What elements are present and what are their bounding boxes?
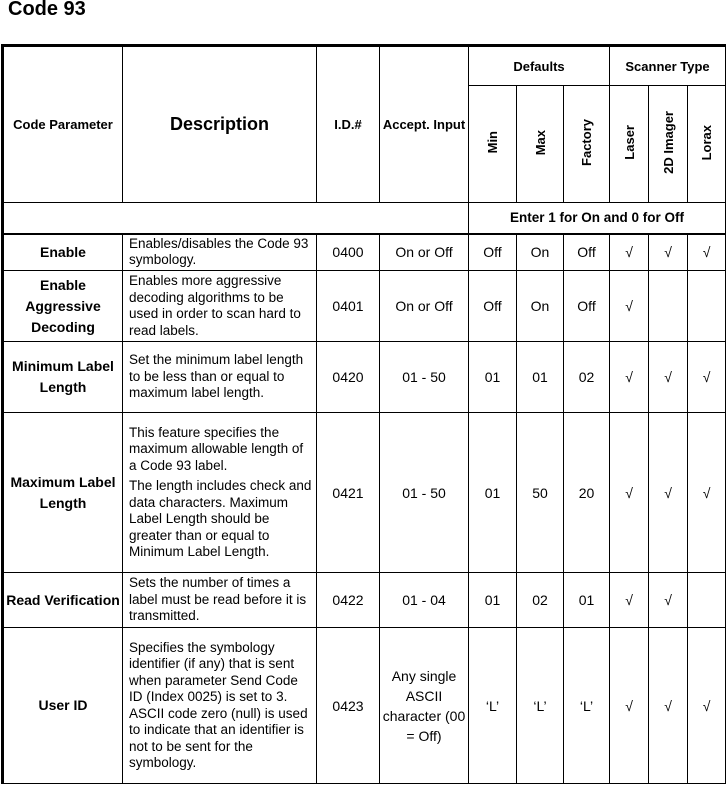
header-lorax-cell <box>688 86 726 203</box>
header-max-cell <box>517 86 564 203</box>
imager-check <box>649 271 688 342</box>
header-code-parameter: Code Parameter <box>3 46 123 203</box>
imager-check: √ <box>649 234 688 271</box>
default-factory: ‘L’ <box>564 628 610 784</box>
imager-check: √ <box>649 573 688 628</box>
header-min-cell <box>469 86 517 203</box>
laser-check: √ <box>610 628 649 784</box>
param-description: Specifies the symbology identifier (if any) that is sent when parameter Send Code ID (Index 0025) is set to 3. ASCII code zero (null) is used to indicate that an identifier is not to be sent for the symbology. <box>123 628 317 784</box>
param-accept-input: On or Off <box>380 271 469 342</box>
header-accept-input: Accept. Input <box>380 46 469 203</box>
note-row-blank <box>3 203 469 234</box>
param-id: 0420 <box>317 342 380 413</box>
default-max: 50 <box>517 413 564 573</box>
param-id: 0422 <box>317 573 380 628</box>
header-factory-cell <box>564 86 610 203</box>
default-min: 01 <box>469 413 517 573</box>
default-max: 01 <box>517 342 564 413</box>
param-name: Minimum Label Length <box>3 342 123 413</box>
header-laser-cell <box>610 86 649 203</box>
default-min: 01 <box>469 573 517 628</box>
header-defaults: Defaults <box>469 46 610 86</box>
param-id: 0400 <box>317 234 380 271</box>
lorax-check: √ <box>688 628 726 784</box>
param-description: This feature specifies the maximum allowable length of a Code 93 label. The length includes check and data characters. Maximum Label Length should be greater than or equal to Minimum Label Length. <box>123 413 317 573</box>
lorax-check: √ <box>688 413 726 573</box>
default-min: Off <box>469 271 517 342</box>
header-laser: Laser <box>621 125 637 160</box>
table-row <box>3 234 726 271</box>
header-description: Description <box>123 46 317 203</box>
imager-check: √ <box>649 342 688 413</box>
laser-check: √ <box>610 413 649 573</box>
default-factory: 02 <box>564 342 610 413</box>
page-title: Code 93 <box>8 0 86 20</box>
laser-check: √ <box>610 342 649 413</box>
header-id: I.D.# <box>317 46 380 203</box>
table-row <box>3 413 726 573</box>
table-row <box>3 628 726 784</box>
default-min: 01 <box>469 342 517 413</box>
laser-check: √ <box>610 573 649 628</box>
lorax-check <box>688 573 726 628</box>
header-min: Min <box>485 131 500 154</box>
param-id: 0401 <box>317 271 380 342</box>
header-2d-imager: 2D Imager <box>660 111 676 174</box>
default-factory: Off <box>564 271 610 342</box>
imager-check: √ <box>649 413 688 573</box>
header-row-top <box>3 46 726 86</box>
default-max: 02 <box>517 573 564 628</box>
table-row <box>3 573 726 628</box>
default-factory: Off <box>564 234 610 271</box>
enter-on-off-note: Enter 1 for On and 0 for Off <box>469 203 726 234</box>
param-name: Maximum Label Length <box>3 413 123 573</box>
param-accept-input: 01 - 50 <box>380 413 469 573</box>
param-description: Set the minimum label length to be less than or equal to maximum label length. <box>123 342 317 413</box>
param-name: Enable Aggressive Decoding <box>3 271 123 342</box>
header-imager-cell <box>649 86 688 203</box>
param-description: Enables/disables the Code 93 symbology. <box>123 234 317 271</box>
param-description: Sets the number of times a label must be read before it is transmitted. <box>123 573 317 628</box>
default-factory: 20 <box>564 413 610 573</box>
default-factory: 01 <box>564 573 610 628</box>
table-row <box>3 342 726 413</box>
header-lorax: Lorax <box>699 124 715 161</box>
imager-check: √ <box>649 628 688 784</box>
param-description: Enables more aggressive decoding algorithms to be used in order to scan hard to read labels. <box>123 271 317 342</box>
default-min: ‘L’ <box>469 628 517 784</box>
lorax-check <box>688 271 726 342</box>
default-max: On <box>517 271 564 342</box>
header-scanner-type: Scanner Type <box>610 46 726 86</box>
param-name: Read Verification <box>3 573 123 628</box>
lorax-check: √ <box>688 342 726 413</box>
param-id: 0423 <box>317 628 380 784</box>
param-name: Enable <box>3 234 123 271</box>
default-max: On <box>517 234 564 271</box>
laser-check: √ <box>610 234 649 271</box>
param-id: 0421 <box>317 413 380 573</box>
laser-check: √ <box>610 271 649 342</box>
default-min: Off <box>469 234 517 271</box>
param-accept-input: 01 - 50 <box>380 342 469 413</box>
param-name: User ID <box>3 628 123 784</box>
lorax-check: √ <box>688 234 726 271</box>
note-row <box>3 203 726 234</box>
param-accept-input: 01 - 04 <box>380 573 469 628</box>
header-max: Max <box>532 129 548 156</box>
table-row <box>3 271 726 342</box>
default-max: ‘L’ <box>517 628 564 784</box>
param-accept-input: On or Off <box>380 234 469 271</box>
header-factory: Factory <box>579 119 595 166</box>
param-accept-input: Any single ASCII character (00 = Off) <box>380 628 469 784</box>
code93-parameter-table <box>1 44 726 784</box>
